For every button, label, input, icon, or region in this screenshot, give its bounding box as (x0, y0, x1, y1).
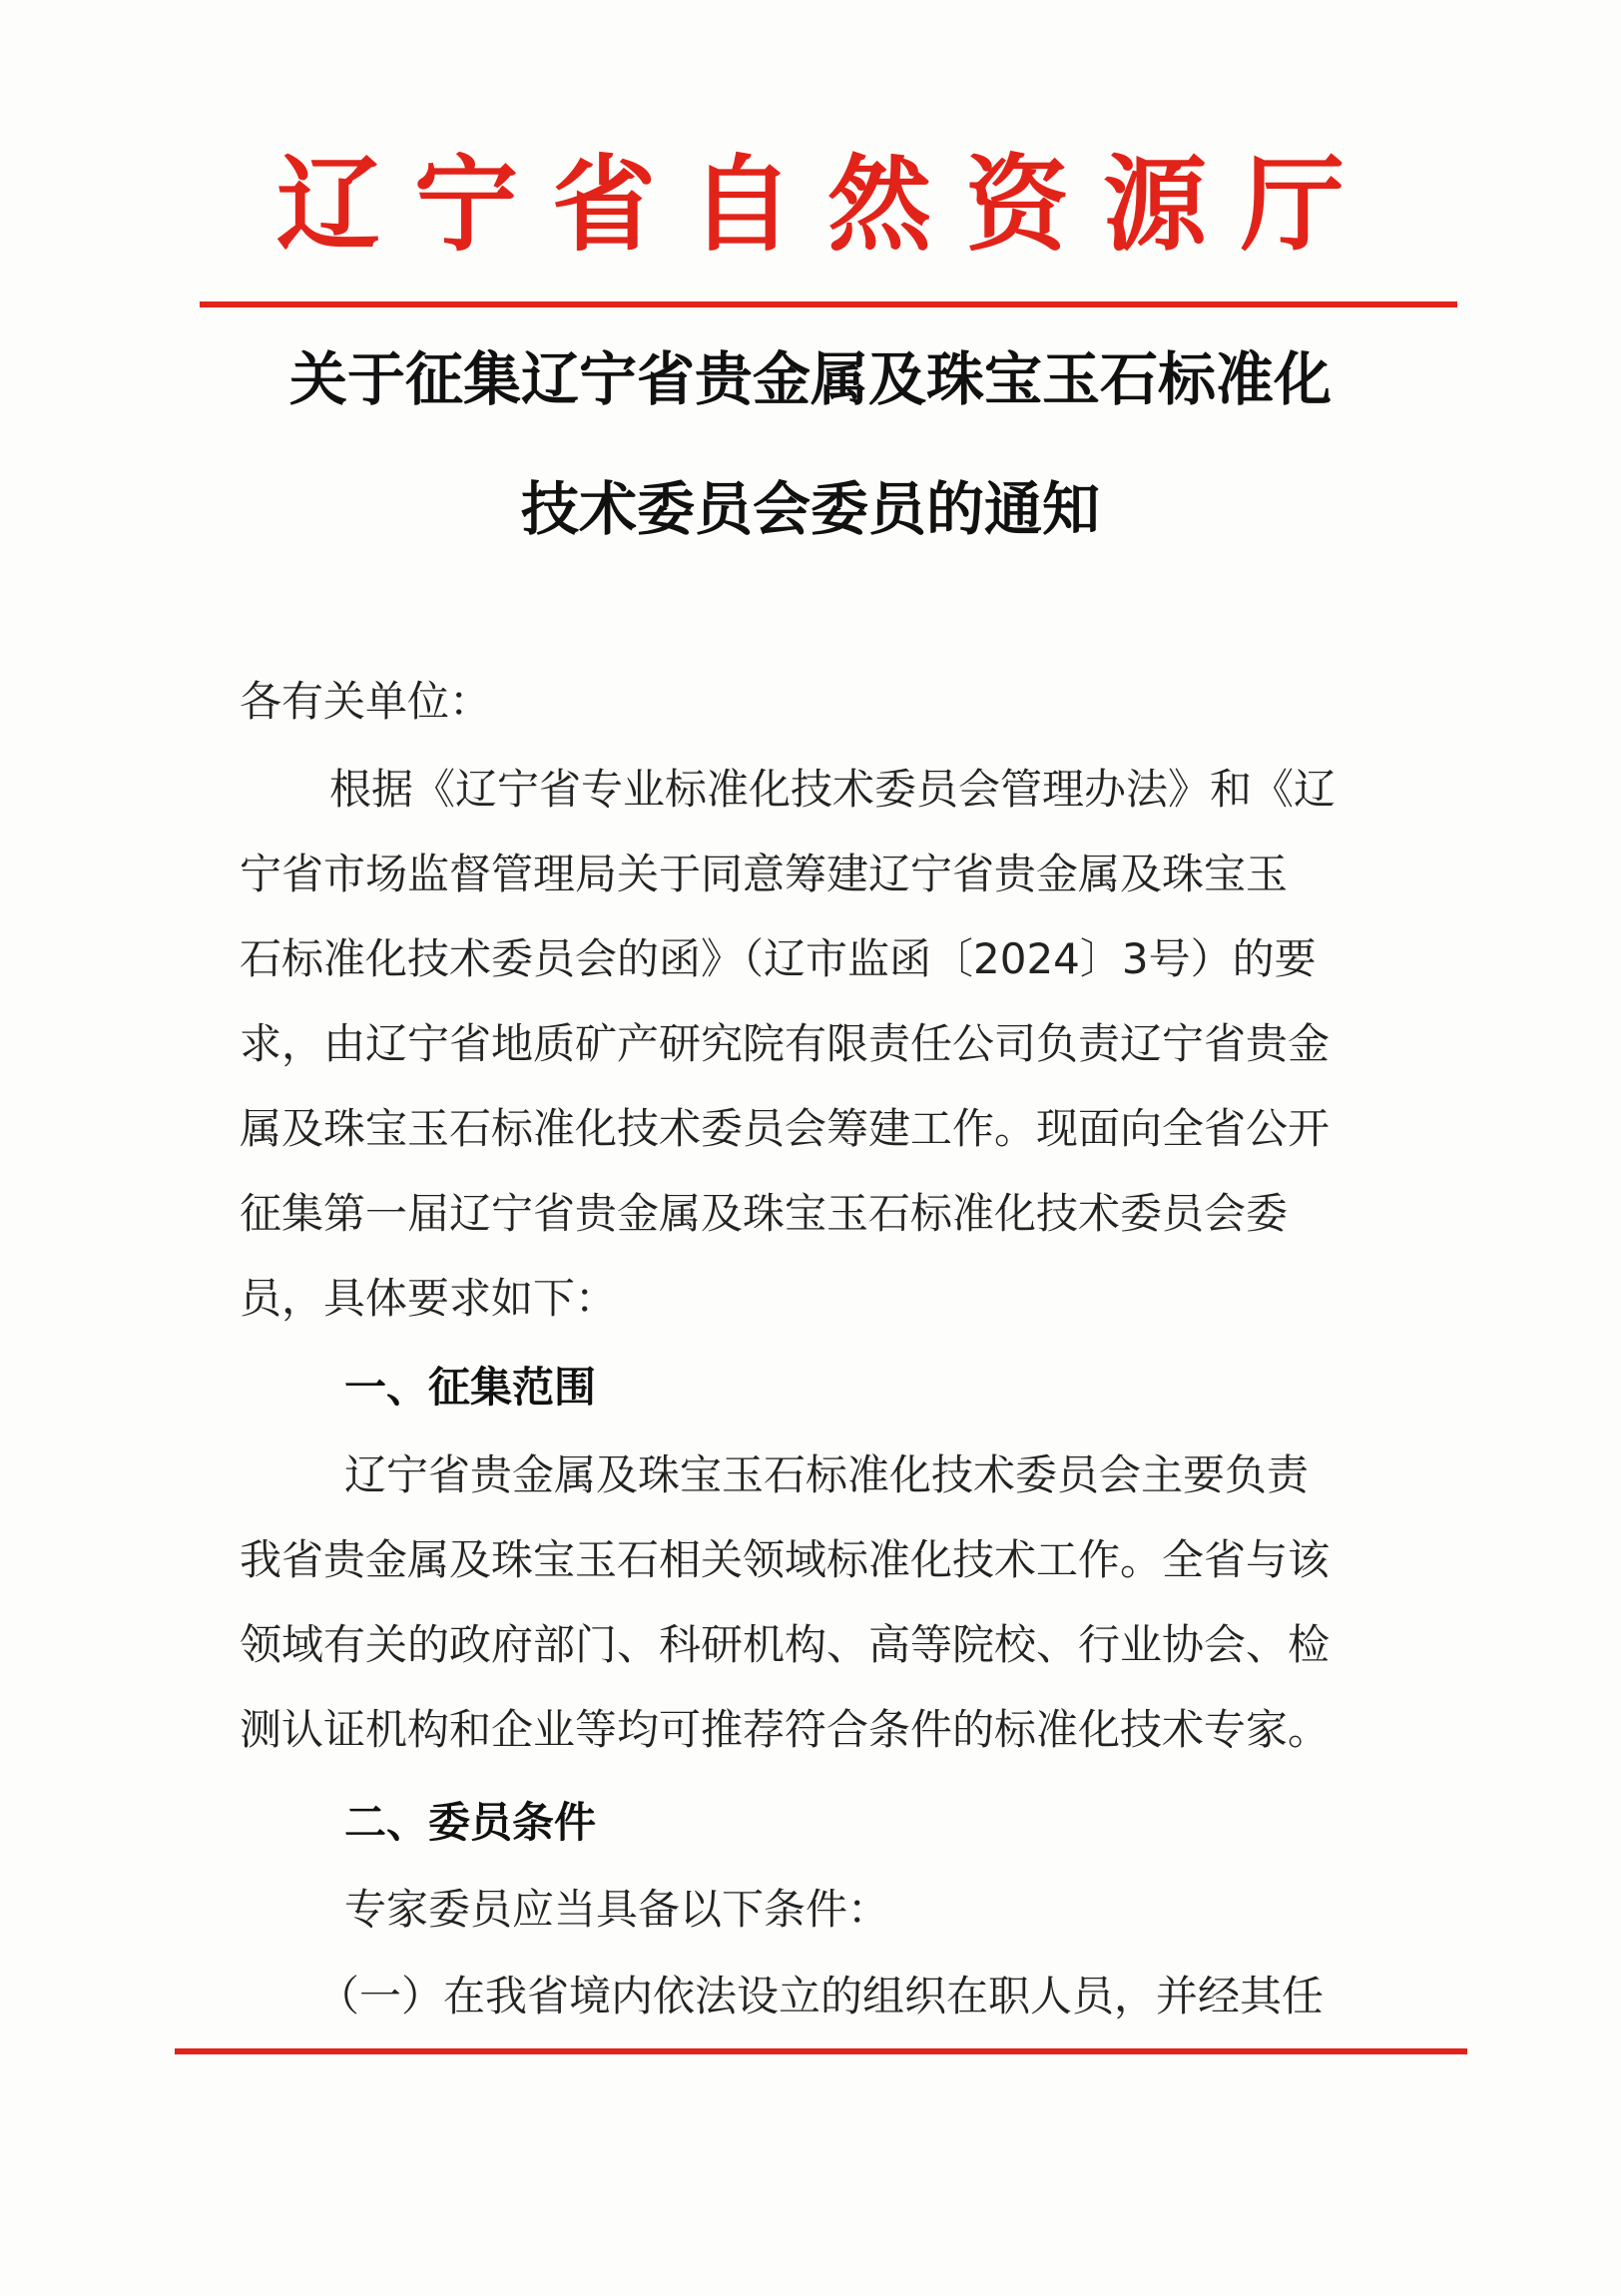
red-rule-bottom (175, 2048, 1467, 2054)
paragraph-1-line: 求，由辽宁省地质矿产研究院有限责任公司负责辽宁省贵金 (240, 1019, 1331, 1068)
paragraph-2-line: 我省贵金属及珠宝玉石相关领域标准化技术工作。全省与该 (240, 1535, 1331, 1584)
paragraph-2-line: 测认证机构和企业等均可推荐符合条件的标准化技术专家。 (240, 1705, 1331, 1754)
section-heading-1: 一、征集范围 (344, 1363, 597, 1412)
paragraph-4-line: （一）在我省境内依法设立的组织在职人员，并经其任 (317, 1972, 1325, 2020)
paragraph-2-line: 辽宁省贵金属及珠宝玉石标准化技术委员会主要负责 (344, 1450, 1310, 1499)
salutation: 各有关单位： (240, 677, 492, 726)
paragraph-1-line: 征集第一届辽宁省贵金属及珠宝玉石标准化技术委员会委 (240, 1189, 1289, 1238)
document-title-line-1: 关于征集辽宁省贵金属及珠宝玉石标准化 (288, 345, 1332, 413)
document-title-line-2: 技术委员会委员的通知 (520, 475, 1100, 543)
letterhead-title: 辽宁省自然资源厅 (275, 144, 1378, 266)
section-heading-2: 二、委员条件 (344, 1798, 597, 1847)
paragraph-1-line: 根据《辽宁省专业标准化技术委员会管理办法》和《辽 (329, 765, 1337, 814)
paragraph-1-line: 属及珠宝玉石标准化技术委员会筹建工作。现面向全省公开 (240, 1104, 1331, 1153)
red-rule-top (200, 301, 1457, 307)
paragraph-3-line: 专家委员应当具备以下条件： (344, 1885, 890, 1934)
paragraph-1-line: 宁省市场监督管理局关于同意筹建辽宁省贵金属及珠宝玉 (240, 850, 1289, 898)
paragraph-1-line: 员，具体要求如下： (240, 1274, 618, 1323)
paragraph-1-line: 石标准化技术委员会的函》（辽市监函〔2024〕3号）的要 (240, 934, 1317, 983)
paragraph-2-line: 领域有关的政府部门、科研机构、高等院校、行业协会、检 (240, 1620, 1331, 1669)
